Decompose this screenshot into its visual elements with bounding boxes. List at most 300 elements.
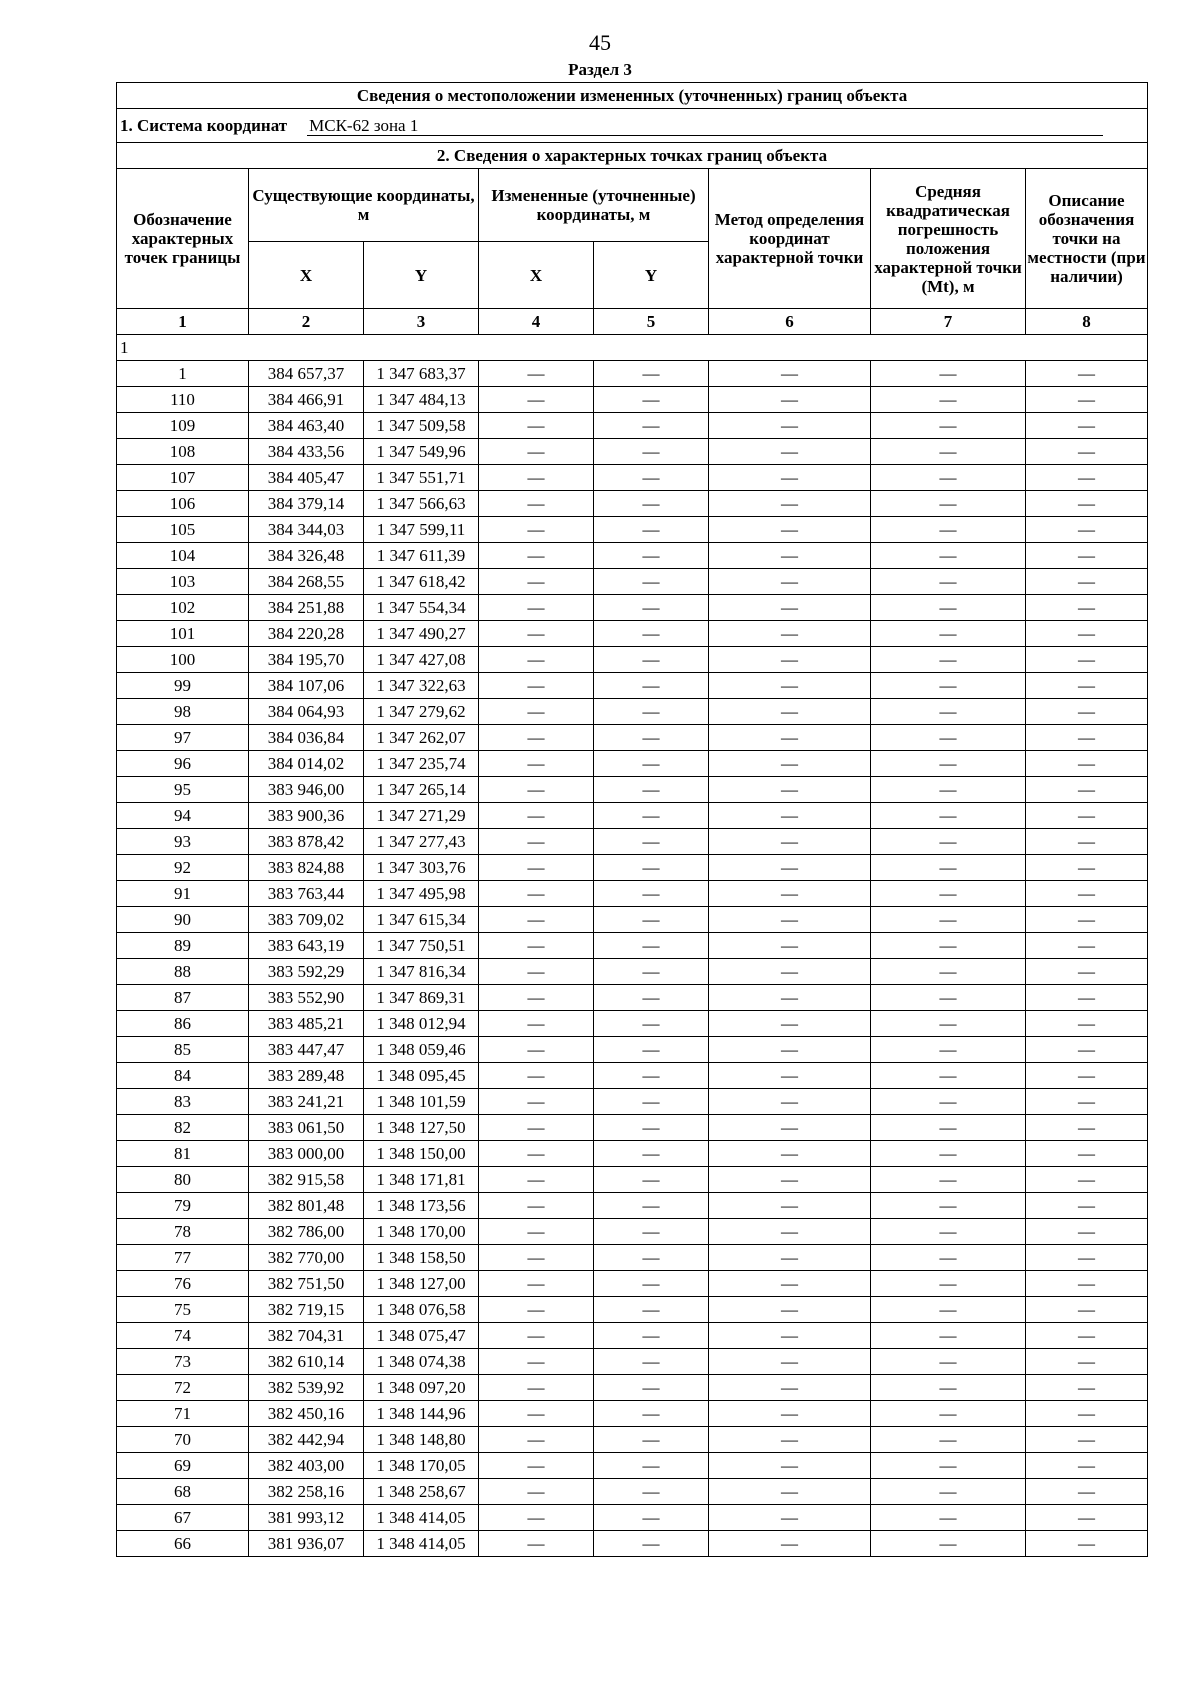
point-number: 108: [117, 439, 249, 465]
error-value: —: [871, 543, 1026, 569]
contour-group-label: 1: [117, 335, 1148, 361]
changed-x-value: —: [479, 387, 594, 413]
existing-y-value: 1 347 683,37: [364, 361, 479, 387]
point-number: 91: [117, 881, 249, 907]
existing-y-value: 1 347 816,34: [364, 959, 479, 985]
changed-x-value: —: [479, 595, 594, 621]
existing-y-value: 1 348 095,45: [364, 1063, 479, 1089]
changed-y-value: —: [594, 855, 709, 881]
existing-x-value: 383 592,29: [249, 959, 364, 985]
method-value: —: [709, 1011, 871, 1037]
error-value: —: [871, 1037, 1026, 1063]
existing-x-value: 384 344,03: [249, 517, 364, 543]
changed-y-value: —: [594, 1453, 709, 1479]
changed-x-value: —: [479, 1505, 594, 1531]
description-value: —: [1026, 1193, 1148, 1219]
changed-y-value: —: [594, 1037, 709, 1063]
point-number: 1: [117, 361, 249, 387]
method-value: —: [709, 1297, 871, 1323]
method-value: —: [709, 907, 871, 933]
column-number: 2: [249, 309, 364, 335]
method-value: —: [709, 1453, 871, 1479]
changed-x-value: —: [479, 413, 594, 439]
table-row: [117, 1297, 1148, 1323]
method-value: —: [709, 1323, 871, 1349]
error-value: —: [871, 985, 1026, 1011]
table-row: [117, 855, 1148, 881]
description-value: —: [1026, 361, 1148, 387]
point-number: 83: [117, 1089, 249, 1115]
header-existing-y: Y: [364, 242, 479, 309]
point-number: 102: [117, 595, 249, 621]
changed-x-value: —: [479, 777, 594, 803]
existing-y-value: 1 348 076,58: [364, 1297, 479, 1323]
point-number: 101: [117, 621, 249, 647]
existing-x-value: 384 326,48: [249, 543, 364, 569]
point-number: 89: [117, 933, 249, 959]
description-value: —: [1026, 543, 1148, 569]
changed-y-value: —: [594, 569, 709, 595]
existing-x-value: 383 241,21: [249, 1089, 364, 1115]
changed-x-value: —: [479, 881, 594, 907]
description-value: —: [1026, 1427, 1148, 1453]
existing-y-value: 1 347 303,76: [364, 855, 479, 881]
description-value: —: [1026, 933, 1148, 959]
existing-y-value: 1 347 611,39: [364, 543, 479, 569]
method-value: —: [709, 803, 871, 829]
error-value: —: [871, 647, 1026, 673]
existing-y-value: 1 347 566,63: [364, 491, 479, 517]
changed-x-value: —: [479, 1349, 594, 1375]
changed-x-value: —: [479, 1401, 594, 1427]
description-value: —: [1026, 699, 1148, 725]
existing-x-value: 382 704,31: [249, 1323, 364, 1349]
changed-x-value: —: [479, 1193, 594, 1219]
method-value: —: [709, 413, 871, 439]
existing-x-value: 382 751,50: [249, 1271, 364, 1297]
changed-x-value: —: [479, 1479, 594, 1505]
header-changed-x: X: [479, 242, 594, 309]
changed-y-value: —: [594, 543, 709, 569]
changed-y-value: —: [594, 1063, 709, 1089]
column-number: 1: [117, 309, 249, 335]
existing-y-value: 1 347 750,51: [364, 933, 479, 959]
point-number: 103: [117, 569, 249, 595]
table-row: [117, 1479, 1148, 1505]
table-row: [117, 361, 1148, 387]
point-number: 98: [117, 699, 249, 725]
changed-y-value: —: [594, 1401, 709, 1427]
table-row: [117, 1271, 1148, 1297]
method-value: —: [709, 1115, 871, 1141]
existing-y-value: 1 347 618,42: [364, 569, 479, 595]
changed-x-value: —: [479, 491, 594, 517]
table-row: [117, 933, 1148, 959]
column-number: 6: [709, 309, 871, 335]
description-value: —: [1026, 1349, 1148, 1375]
method-value: —: [709, 621, 871, 647]
column-number: 3: [364, 309, 479, 335]
point-number: 69: [117, 1453, 249, 1479]
changed-x-value: —: [479, 855, 594, 881]
table-row: [117, 1141, 1148, 1167]
method-value: —: [709, 361, 871, 387]
column-numbers-row: [117, 309, 1148, 335]
changed-y-value: —: [594, 751, 709, 777]
method-value: —: [709, 1219, 871, 1245]
header-method: Метод определения координат характерной точки: [709, 169, 871, 309]
existing-x-value: 381 936,07: [249, 1531, 364, 1557]
table-row: [117, 1089, 1148, 1115]
method-value: —: [709, 1401, 871, 1427]
existing-y-value: 1 348 414,05: [364, 1531, 479, 1557]
description-value: —: [1026, 803, 1148, 829]
existing-y-value: 1 347 615,34: [364, 907, 479, 933]
changed-y-value: —: [594, 1531, 709, 1557]
table-row: [117, 517, 1148, 543]
description-value: —: [1026, 1531, 1148, 1557]
point-number: 107: [117, 465, 249, 491]
existing-y-value: 1 348 127,00: [364, 1271, 479, 1297]
changed-x-value: —: [479, 985, 594, 1011]
description-value: —: [1026, 1245, 1148, 1271]
table-row: [117, 907, 1148, 933]
subsection-title: 2. Сведения о характерных точках границ объекта: [117, 143, 1148, 169]
changed-x-value: —: [479, 543, 594, 569]
changed-y-value: —: [594, 439, 709, 465]
changed-x-value: —: [479, 1037, 594, 1063]
changed-y-value: —: [594, 803, 709, 829]
table-row: [117, 1193, 1148, 1219]
existing-x-value: 383 824,88: [249, 855, 364, 881]
table-row: [117, 387, 1148, 413]
existing-x-value: 382 786,00: [249, 1219, 364, 1245]
existing-x-value: 384 657,37: [249, 361, 364, 387]
method-value: —: [709, 881, 871, 907]
table-row: [117, 439, 1148, 465]
changed-x-value: —: [479, 1063, 594, 1089]
method-value: —: [709, 777, 871, 803]
changed-y-value: —: [594, 1141, 709, 1167]
error-value: —: [871, 1375, 1026, 1401]
method-value: —: [709, 1245, 871, 1271]
description-value: —: [1026, 1323, 1148, 1349]
method-value: —: [709, 1505, 871, 1531]
description-value: —: [1026, 985, 1148, 1011]
changed-y-value: —: [594, 1089, 709, 1115]
point-number: 97: [117, 725, 249, 751]
existing-y-value: 1 347 484,13: [364, 387, 479, 413]
existing-y-value: 1 347 599,11: [364, 517, 479, 543]
existing-x-value: 384 251,88: [249, 595, 364, 621]
changed-y-value: —: [594, 881, 709, 907]
changed-y-value: —: [594, 959, 709, 985]
description-value: —: [1026, 1011, 1148, 1037]
method-value: —: [709, 1063, 871, 1089]
changed-y-value: —: [594, 595, 709, 621]
changed-y-value: —: [594, 413, 709, 439]
existing-x-value: 383 485,21: [249, 1011, 364, 1037]
changed-x-value: —: [479, 803, 594, 829]
description-value: —: [1026, 413, 1148, 439]
table-row: [117, 1453, 1148, 1479]
table-row: [117, 699, 1148, 725]
changed-y-value: —: [594, 1323, 709, 1349]
description-value: —: [1026, 1167, 1148, 1193]
existing-y-value: 1 348 173,56: [364, 1193, 479, 1219]
method-value: —: [709, 751, 871, 777]
changed-y-value: —: [594, 777, 709, 803]
description-value: —: [1026, 1115, 1148, 1141]
method-value: —: [709, 543, 871, 569]
header-point-designation: Обозначение характерных точек границы: [117, 169, 249, 309]
description-value: —: [1026, 1297, 1148, 1323]
column-number: 5: [594, 309, 709, 335]
point-number: 68: [117, 1479, 249, 1505]
existing-y-value: 1 347 509,58: [364, 413, 479, 439]
error-value: —: [871, 439, 1026, 465]
error-value: —: [871, 1505, 1026, 1531]
error-value: —: [871, 1453, 1026, 1479]
existing-x-value: 383 447,47: [249, 1037, 364, 1063]
point-number: 84: [117, 1063, 249, 1089]
method-value: —: [709, 1427, 871, 1453]
error-value: —: [871, 517, 1026, 543]
error-value: —: [871, 361, 1026, 387]
existing-y-value: 1 348 074,38: [364, 1349, 479, 1375]
error-value: —: [871, 1479, 1026, 1505]
method-value: —: [709, 1349, 871, 1375]
point-number: 94: [117, 803, 249, 829]
error-value: —: [871, 907, 1026, 933]
existing-x-value: 382 258,16: [249, 1479, 364, 1505]
description-value: —: [1026, 387, 1148, 413]
changed-y-value: —: [594, 985, 709, 1011]
changed-y-value: —: [594, 517, 709, 543]
description-value: —: [1026, 1063, 1148, 1089]
error-value: —: [871, 1427, 1026, 1453]
table-row: [117, 777, 1148, 803]
method-value: —: [709, 491, 871, 517]
existing-y-value: 1 347 262,07: [364, 725, 479, 751]
method-value: —: [709, 855, 871, 881]
changed-y-value: —: [594, 1115, 709, 1141]
existing-y-value: 1 348 127,50: [364, 1115, 479, 1141]
header-description: Описание обозначения точки на местности (при наличии): [1026, 169, 1148, 309]
column-number: 7: [871, 309, 1026, 335]
existing-x-value: 384 268,55: [249, 569, 364, 595]
method-value: —: [709, 647, 871, 673]
error-value: —: [871, 803, 1026, 829]
existing-x-value: 383 643,19: [249, 933, 364, 959]
error-value: —: [871, 595, 1026, 621]
point-number: 67: [117, 1505, 249, 1531]
error-value: —: [871, 413, 1026, 439]
changed-x-value: —: [479, 933, 594, 959]
existing-y-value: 1 347 554,34: [364, 595, 479, 621]
changed-y-value: —: [594, 387, 709, 413]
changed-y-value: —: [594, 1271, 709, 1297]
point-number: 74: [117, 1323, 249, 1349]
changed-x-value: —: [479, 673, 594, 699]
point-number: 86: [117, 1011, 249, 1037]
table-row: [117, 595, 1148, 621]
header-existing-coordinates: Существующие координаты, м: [249, 169, 479, 242]
changed-x-value: —: [479, 751, 594, 777]
error-value: —: [871, 387, 1026, 413]
method-value: —: [709, 1193, 871, 1219]
existing-x-value: 382 719,15: [249, 1297, 364, 1323]
changed-y-value: —: [594, 1505, 709, 1531]
existing-y-value: 1 347 490,27: [364, 621, 479, 647]
changed-x-value: —: [479, 621, 594, 647]
description-value: —: [1026, 1037, 1148, 1063]
changed-y-value: —: [594, 647, 709, 673]
table-row: [117, 569, 1148, 595]
existing-x-value: 383 289,48: [249, 1063, 364, 1089]
error-value: —: [871, 1063, 1026, 1089]
existing-x-value: 382 915,58: [249, 1167, 364, 1193]
point-number: 106: [117, 491, 249, 517]
error-value: —: [871, 491, 1026, 517]
error-value: —: [871, 1401, 1026, 1427]
changed-y-value: —: [594, 1011, 709, 1037]
description-value: —: [1026, 829, 1148, 855]
changed-y-value: —: [594, 1479, 709, 1505]
column-number: 4: [479, 309, 594, 335]
changed-x-value: —: [479, 1271, 594, 1297]
existing-y-value: 1 347 271,29: [364, 803, 479, 829]
point-number: 92: [117, 855, 249, 881]
table-row: [117, 1037, 1148, 1063]
description-value: —: [1026, 517, 1148, 543]
table-row: [117, 1063, 1148, 1089]
changed-x-value: —: [479, 1453, 594, 1479]
section-title: Раздел 3: [568, 60, 632, 79]
existing-x-value: 384 195,70: [249, 647, 364, 673]
point-number: 110: [117, 387, 249, 413]
existing-y-value: 1 347 549,96: [364, 439, 479, 465]
method-value: —: [709, 1141, 871, 1167]
point-number: 80: [117, 1167, 249, 1193]
changed-x-value: —: [479, 1219, 594, 1245]
changed-x-value: —: [479, 1089, 594, 1115]
changed-y-value: —: [594, 673, 709, 699]
point-number: 81: [117, 1141, 249, 1167]
error-value: —: [871, 1349, 1026, 1375]
existing-x-value: 384 220,28: [249, 621, 364, 647]
changed-y-value: —: [594, 1427, 709, 1453]
error-value: —: [871, 829, 1026, 855]
changed-x-value: —: [479, 361, 594, 387]
changed-x-value: —: [479, 725, 594, 751]
existing-x-value: 384 405,47: [249, 465, 364, 491]
error-value: —: [871, 855, 1026, 881]
existing-x-value: 382 770,00: [249, 1245, 364, 1271]
table-row: [117, 465, 1148, 491]
header-error: Средняя квадратическая погрешность положения характерной точки (Mt), м: [871, 169, 1026, 309]
existing-x-value: 383 946,00: [249, 777, 364, 803]
table-row: [117, 1349, 1148, 1375]
method-value: —: [709, 1531, 871, 1557]
existing-x-value: 383 878,42: [249, 829, 364, 855]
error-value: —: [871, 1271, 1026, 1297]
error-value: —: [871, 1245, 1026, 1271]
changed-x-value: —: [479, 1115, 594, 1141]
error-value: —: [871, 699, 1026, 725]
table-row: [117, 985, 1148, 1011]
description-value: —: [1026, 725, 1148, 751]
table-row: [117, 1375, 1148, 1401]
table-row: [117, 1531, 1148, 1557]
changed-y-value: —: [594, 829, 709, 855]
changed-x-value: —: [479, 1297, 594, 1323]
point-number: 96: [117, 751, 249, 777]
table-row: [117, 673, 1148, 699]
existing-y-value: 1 348 170,05: [364, 1453, 479, 1479]
existing-y-value: 1 348 258,67: [364, 1479, 479, 1505]
table-row: [117, 413, 1148, 439]
header-changed-coordinates: Измененные (уточненные) координаты, м: [479, 169, 709, 242]
existing-y-value: 1 348 097,20: [364, 1375, 479, 1401]
changed-x-value: —: [479, 829, 594, 855]
description-value: —: [1026, 569, 1148, 595]
description-value: —: [1026, 1219, 1148, 1245]
existing-y-value: 1 348 414,05: [364, 1505, 479, 1531]
method-value: —: [709, 517, 871, 543]
changed-x-value: —: [479, 465, 594, 491]
point-number: 79: [117, 1193, 249, 1219]
description-value: —: [1026, 959, 1148, 985]
existing-y-value: 1 348 075,47: [364, 1323, 479, 1349]
description-value: —: [1026, 1375, 1148, 1401]
method-value: —: [709, 465, 871, 491]
error-value: —: [871, 1089, 1026, 1115]
table-row: [117, 621, 1148, 647]
point-number: 87: [117, 985, 249, 1011]
error-value: —: [871, 777, 1026, 803]
header-existing-x: X: [249, 242, 364, 309]
error-value: —: [871, 1531, 1026, 1557]
table-row: [117, 647, 1148, 673]
description-value: —: [1026, 1401, 1148, 1427]
description-value: —: [1026, 1141, 1148, 1167]
header-changed-y: Y: [594, 242, 709, 309]
error-value: —: [871, 1011, 1026, 1037]
changed-x-value: —: [479, 1427, 594, 1453]
changed-y-value: —: [594, 1167, 709, 1193]
existing-y-value: 1 348 144,96: [364, 1401, 479, 1427]
changed-x-value: —: [479, 1531, 594, 1557]
changed-y-value: —: [594, 1193, 709, 1219]
existing-x-value: 383 000,00: [249, 1141, 364, 1167]
method-value: —: [709, 439, 871, 465]
existing-x-value: 382 450,16: [249, 1401, 364, 1427]
description-value: —: [1026, 1089, 1148, 1115]
changed-y-value: —: [594, 725, 709, 751]
existing-x-value: 382 539,92: [249, 1375, 364, 1401]
point-number: 82: [117, 1115, 249, 1141]
table-row: [117, 751, 1148, 777]
method-value: —: [709, 725, 871, 751]
existing-x-value: 384 036,84: [249, 725, 364, 751]
changed-y-value: —: [594, 491, 709, 517]
table-row: [117, 829, 1148, 855]
point-number: 66: [117, 1531, 249, 1557]
point-number: 88: [117, 959, 249, 985]
existing-y-value: 1 348 148,80: [364, 1427, 479, 1453]
table-row: [117, 1219, 1148, 1245]
